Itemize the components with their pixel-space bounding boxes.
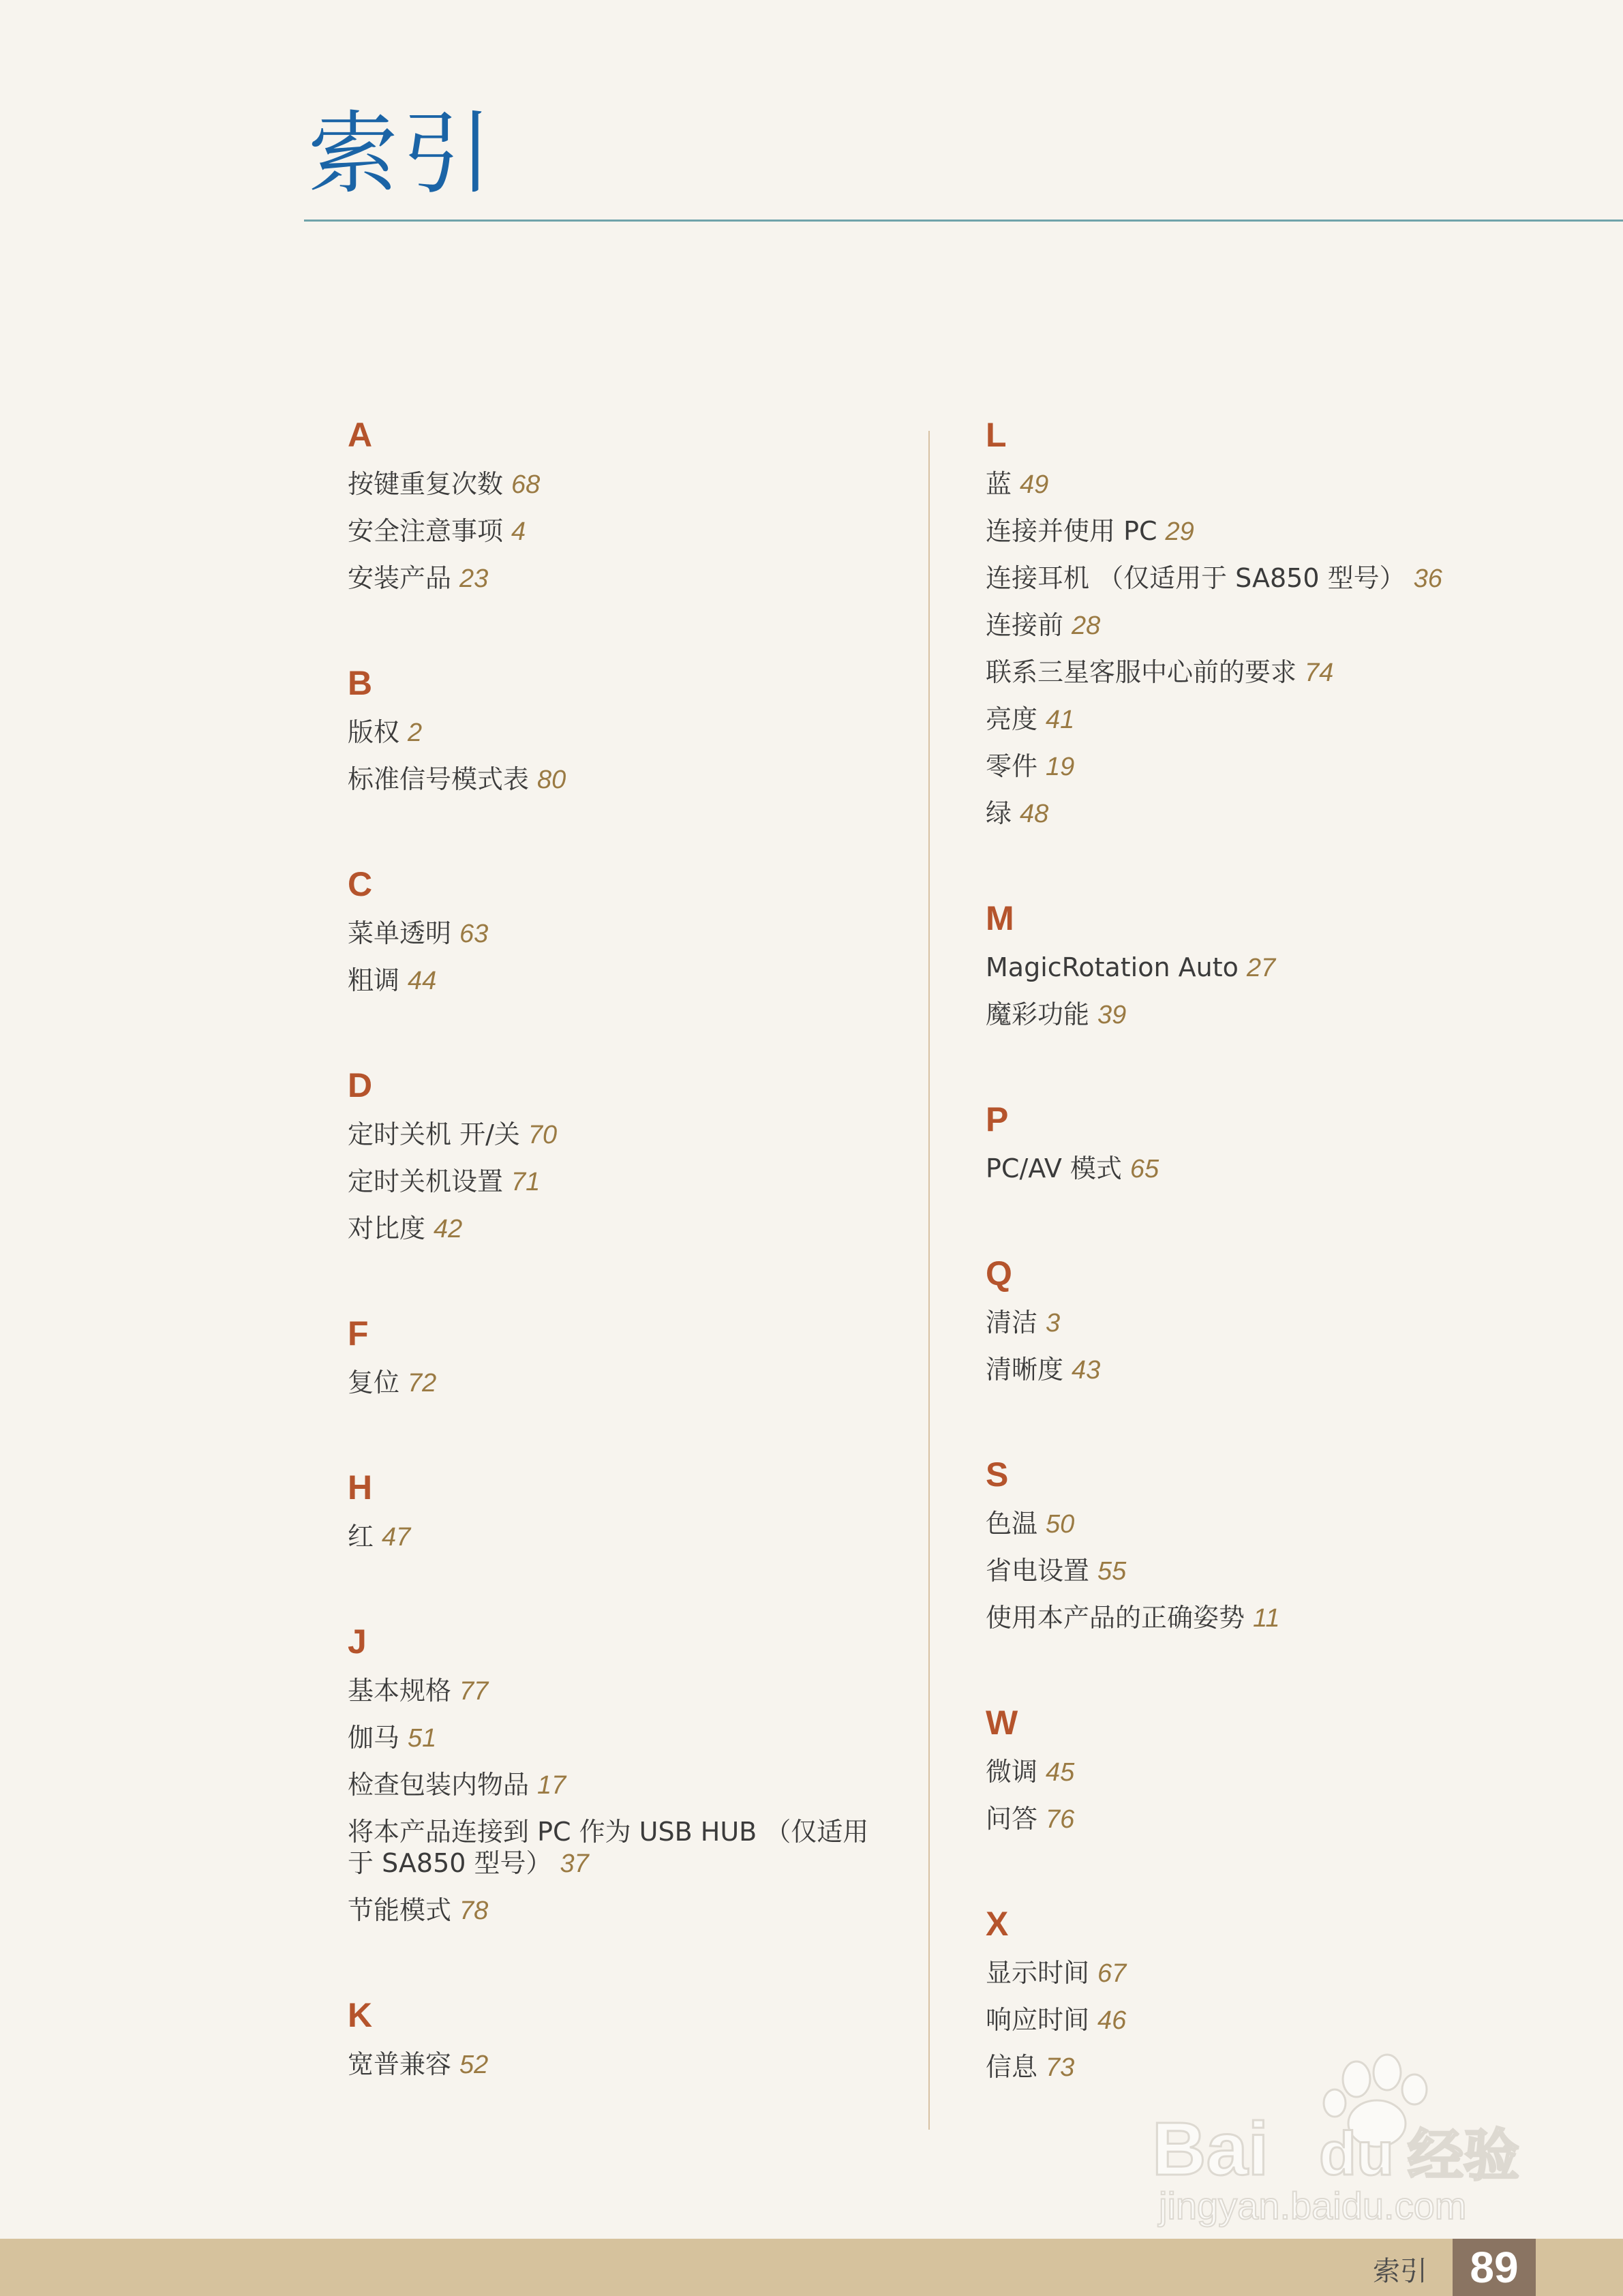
- entry-text: 响应时间: [986, 2005, 1090, 2035]
- entry-page-link[interactable]: 39: [1097, 1001, 1127, 1029]
- entry-text: 连接并使用 PC: [986, 516, 1157, 546]
- entry-text: 伽马: [348, 1723, 400, 1753]
- index-entry[interactable]: [348, 508, 893, 555]
- entry-page-link[interactable]: 29: [1165, 517, 1194, 546]
- index-entry[interactable]: [348, 1359, 893, 1406]
- section-letter: H: [348, 1468, 373, 1507]
- entry-text: 亮度: [986, 704, 1038, 734]
- entry-page-link[interactable]: 65: [1129, 1155, 1159, 1183]
- entry-text: 安全注意事项: [348, 516, 504, 546]
- entry-text: 检查包装内物品: [348, 1770, 530, 1800]
- index-section-w: [986, 1697, 1586, 1843]
- index-entry[interactable]: [986, 1595, 1586, 1642]
- entry-text: PC/AV 模式: [986, 1153, 1122, 1183]
- entry-page-link[interactable]: 63: [459, 920, 489, 948]
- entry-text: 菜单透明: [348, 918, 452, 948]
- entry-page-link[interactable]: 50: [1046, 1510, 1075, 1539]
- section-letter: L: [986, 416, 1007, 454]
- index-section-a: [348, 409, 893, 602]
- index-section-k: [348, 1989, 893, 2088]
- entry-text: 蓝: [986, 469, 1012, 499]
- entry-page-link[interactable]: 3: [1046, 1309, 1061, 1338]
- entry-text: 将本产品连接到 PC 作为 USB HUB （仅适用于 SA850 型号）: [348, 1817, 869, 1878]
- entry-text: 红: [348, 1522, 374, 1552]
- watermark-brand: Bai: [1152, 2107, 1269, 2191]
- entry-page-link[interactable]: 27: [1246, 954, 1276, 982]
- index-section-p: [986, 1093, 1586, 1192]
- entry-page-link[interactable]: 43: [1072, 1356, 1101, 1385]
- section-letter: C: [348, 865, 373, 903]
- entry-text: 定时关机设置: [348, 1166, 504, 1196]
- index-entry[interactable]: [348, 1887, 893, 1934]
- index-entry[interactable]: [986, 1997, 1586, 2044]
- entry-page-link[interactable]: 48: [1020, 800, 1049, 828]
- section-letter: A: [348, 416, 373, 454]
- watermark-brand-tail: du: [1319, 2120, 1394, 2188]
- index-entry[interactable]: [348, 1158, 893, 1205]
- index-entry[interactable]: [348, 1513, 893, 1560]
- entry-page-link[interactable]: 2: [408, 719, 423, 747]
- entry-text: 零件: [986, 751, 1038, 781]
- index-entry[interactable]: [986, 1950, 1586, 1997]
- index-entry[interactable]: [986, 944, 1586, 991]
- entry-text: 版权: [348, 717, 400, 747]
- entry-text: 联系三星客服中心前的要求: [986, 657, 1297, 687]
- index-entry[interactable]: [986, 1547, 1586, 1595]
- index-entry[interactable]: [986, 1749, 1586, 1796]
- entry-page-link[interactable]: 45: [1046, 1758, 1075, 1787]
- index-entry[interactable]: [986, 1796, 1586, 1843]
- index-entry[interactable]: [348, 461, 893, 508]
- index-entry[interactable]: [348, 1667, 893, 1715]
- entry-page-link[interactable]: 80: [537, 766, 566, 794]
- index-section-h: [348, 1462, 893, 1560]
- entry-text: 定时关机 开/关: [348, 1119, 520, 1149]
- entry-text: 按键重复次数: [348, 469, 504, 499]
- entry-text: 清洁: [986, 1308, 1038, 1338]
- footer-page-number: 89: [1453, 2239, 1536, 2296]
- index-entry[interactable]: [348, 2041, 893, 2088]
- section-letter: P: [986, 1100, 1009, 1138]
- entry-text: 节能模式: [348, 1895, 452, 1925]
- index-section-l: [986, 409, 1586, 837]
- section-letter: W: [986, 1704, 1018, 1742]
- index-entry[interactable]: [986, 1346, 1586, 1393]
- entry-text: 绿: [986, 798, 1012, 828]
- entry-page-link[interactable]: 36: [1413, 564, 1442, 593]
- entry-page-link[interactable]: 37: [560, 1849, 589, 1878]
- entry-page-link[interactable]: 41: [1046, 706, 1075, 734]
- section-letter: Q: [986, 1254, 1012, 1293]
- index-column-left: [348, 409, 893, 2143]
- watermark-tagline: 经验: [1408, 2124, 1520, 2188]
- index-entry[interactable]: [986, 1500, 1586, 1547]
- index-entry[interactable]: [348, 957, 893, 1004]
- entry-page-link[interactable]: 49: [1020, 470, 1049, 499]
- index-section-m: [986, 892, 1586, 1038]
- index-entry[interactable]: [986, 1299, 1586, 1346]
- entry-page-link[interactable]: 28: [1072, 611, 1101, 640]
- entry-page-link[interactable]: 77: [459, 1677, 489, 1706]
- index-entry[interactable]: [986, 1145, 1586, 1192]
- index-entry[interactable]: [348, 910, 893, 957]
- title-rule: [304, 220, 1623, 222]
- entry-text: 标准信号模式表: [348, 764, 530, 794]
- index-section-b: [348, 657, 893, 803]
- index-column-right: [986, 409, 1586, 2146]
- watermark-url: jingyan.baidu.com: [1159, 2184, 1467, 2227]
- footer-section-label: 索引: [1373, 2256, 1427, 2287]
- section-letter: J: [348, 1622, 367, 1661]
- entry-page-link[interactable]: 42: [434, 1215, 463, 1243]
- entry-text: 宽普兼容: [348, 2049, 452, 2079]
- entry-text: 复位: [348, 1368, 400, 1398]
- index-entry[interactable]: [986, 649, 1586, 696]
- entry-page-link[interactable]: 67: [1097, 1959, 1127, 1988]
- index-section-j: [348, 1616, 893, 1934]
- section-letter: M: [986, 899, 1014, 937]
- index-section-d: [348, 1059, 893, 1252]
- entry-page-link[interactable]: 70: [528, 1121, 558, 1149]
- entry-page-link[interactable]: 4: [511, 517, 526, 546]
- entry-page-link[interactable]: 68: [511, 470, 541, 499]
- entry-text: MagicRotation Auto: [986, 952, 1239, 982]
- index-section-f: [348, 1308, 893, 1406]
- baidu-jingyan-watermark: [1152, 2052, 1534, 2229]
- entry-text: 显示时间: [986, 1958, 1090, 1988]
- entry-page-link[interactable]: 23: [459, 564, 489, 593]
- entry-page-link[interactable]: 47: [382, 1523, 411, 1552]
- entry-text: 使用本产品的正确姿势: [986, 1603, 1245, 1633]
- index-section-s: [986, 1449, 1586, 1642]
- entry-text: 魔彩功能: [986, 999, 1090, 1029]
- entry-page-link[interactable]: 11: [1253, 1604, 1280, 1633]
- section-letter: F: [348, 1314, 369, 1353]
- index-entry[interactable]: [986, 508, 1586, 555]
- index-entry[interactable]: [986, 461, 1586, 508]
- entry-text: 色温: [986, 1509, 1038, 1539]
- entry-page-link[interactable]: 52: [459, 2051, 489, 2079]
- entry-text: 对比度: [348, 1213, 426, 1243]
- index-entry[interactable]: [348, 1809, 893, 1887]
- entry-page-link[interactable]: 55: [1097, 1557, 1127, 1586]
- page-title: 索引: [308, 102, 496, 207]
- index-entry[interactable]: [348, 555, 893, 602]
- entry-page-link[interactable]: 44: [408, 967, 437, 995]
- section-letter: D: [348, 1066, 373, 1104]
- index-entry[interactable]: [986, 991, 1586, 1038]
- entry-text: 省电设置: [986, 1556, 1090, 1586]
- entry-text: 清晰度: [986, 1355, 1064, 1385]
- entry-page-link[interactable]: 17: [537, 1771, 566, 1800]
- index-entry[interactable]: [986, 790, 1586, 837]
- entry-text: 基本规格: [348, 1676, 452, 1706]
- index-entry[interactable]: [348, 1762, 893, 1809]
- entry-text: 连接耳机 （仅适用于 SA850 型号）: [986, 563, 1406, 593]
- section-letter: K: [348, 1996, 373, 2034]
- index-entry[interactable]: [348, 1205, 893, 1252]
- index-entry[interactable]: [986, 696, 1586, 743]
- index-section-c: [348, 858, 893, 1004]
- index-entry[interactable]: [986, 743, 1586, 790]
- entry-text: 信息: [986, 2052, 1038, 2082]
- entry-text: 问答: [986, 1804, 1038, 1834]
- section-letter: B: [348, 664, 373, 702]
- index-entry[interactable]: [986, 555, 1586, 602]
- entry-text: 粗调: [348, 965, 400, 995]
- entry-text: 安装产品: [348, 563, 452, 593]
- section-letter: S: [986, 1455, 1009, 1494]
- index-entry[interactable]: [348, 756, 893, 803]
- section-letter: X: [986, 1905, 1009, 1943]
- entry-page-link[interactable]: 46: [1097, 2006, 1127, 2035]
- entry-text: 连接前: [986, 610, 1064, 640]
- entry-page-link[interactable]: 72: [408, 1369, 437, 1398]
- index-entry[interactable]: [348, 709, 893, 756]
- entry-page-link[interactable]: 74: [1305, 659, 1334, 687]
- index-entry[interactable]: [348, 1111, 893, 1158]
- index-entry[interactable]: [986, 602, 1586, 649]
- index-section-q: [986, 1248, 1586, 1393]
- entry-page-link[interactable]: 71: [511, 1168, 541, 1196]
- entry-page-link[interactable]: 76: [1046, 1805, 1075, 1834]
- entry-page-link[interactable]: 19: [1046, 753, 1075, 781]
- entry-page-link[interactable]: 78: [459, 1897, 489, 1925]
- entry-page-link[interactable]: 73: [1046, 2053, 1075, 2082]
- entry-page-link[interactable]: 51: [408, 1724, 437, 1753]
- index-entry[interactable]: [348, 1715, 893, 1762]
- entry-text: 微调: [986, 1757, 1038, 1787]
- column-divider: [928, 431, 930, 2130]
